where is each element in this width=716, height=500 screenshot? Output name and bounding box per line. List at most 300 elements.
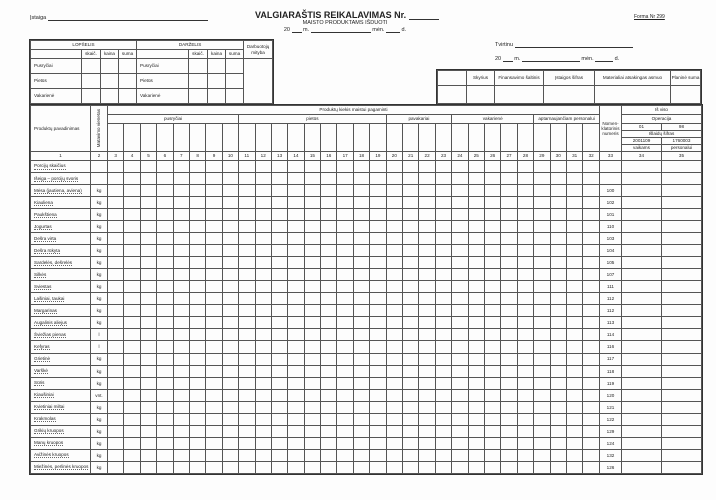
quantity-input-cell[interactable] bbox=[321, 317, 337, 329]
quantity-input-cell[interactable] bbox=[337, 353, 353, 365]
quantity-input-cell[interactable] bbox=[452, 413, 468, 425]
quantity-input-cell[interactable] bbox=[108, 401, 124, 413]
quantity-input-cell[interactable] bbox=[222, 425, 238, 437]
total-children-cell[interactable] bbox=[621, 233, 661, 245]
quantity-input-cell[interactable] bbox=[468, 185, 484, 197]
quantity-input-cell[interactable] bbox=[386, 329, 402, 341]
quantity-input-cell[interactable] bbox=[468, 281, 484, 293]
total-children-cell[interactable] bbox=[621, 353, 661, 365]
quantity-input-cell[interactable] bbox=[124, 305, 140, 317]
quantity-input-cell[interactable] bbox=[501, 341, 517, 353]
quantity-input-cell[interactable] bbox=[337, 221, 353, 233]
quantity-input-cell[interactable] bbox=[189, 353, 205, 365]
quantity-input-cell[interactable] bbox=[124, 425, 140, 437]
quantity-input-cell[interactable] bbox=[337, 281, 353, 293]
quantity-input-cell[interactable] bbox=[386, 173, 402, 185]
quantity-input-cell[interactable] bbox=[386, 221, 402, 233]
quantity-input-cell[interactable] bbox=[566, 221, 582, 233]
quantity-input-cell[interactable] bbox=[108, 197, 124, 209]
quantity-input-cell[interactable] bbox=[255, 425, 271, 437]
quantity-input-cell[interactable] bbox=[386, 413, 402, 425]
quantity-input-cell[interactable] bbox=[157, 209, 173, 221]
quantity-input-cell[interactable] bbox=[566, 293, 582, 305]
quantity-input-cell[interactable] bbox=[435, 281, 451, 293]
institution-field[interactable] bbox=[30, 14, 208, 21]
quantity-input-cell[interactable] bbox=[566, 377, 582, 389]
quantity-input-cell[interactable] bbox=[501, 257, 517, 269]
quantity-input-cell[interactable] bbox=[403, 269, 419, 281]
input-cell[interactable] bbox=[101, 74, 119, 89]
quantity-input-cell[interactable] bbox=[239, 425, 255, 437]
quantity-input-cell[interactable] bbox=[124, 389, 140, 401]
quantity-input-cell[interactable] bbox=[124, 437, 140, 449]
quantity-input-cell[interactable] bbox=[517, 185, 533, 197]
quantity-input-cell[interactable] bbox=[386, 197, 402, 209]
quantity-input-cell[interactable] bbox=[501, 353, 517, 365]
quantity-input-cell[interactable] bbox=[124, 401, 140, 413]
quantity-input-cell[interactable] bbox=[517, 401, 533, 413]
quantity-input-cell[interactable] bbox=[419, 461, 435, 473]
quantity-input-cell[interactable] bbox=[566, 317, 582, 329]
quantity-input-cell[interactable] bbox=[534, 377, 550, 389]
quantity-input-cell[interactable] bbox=[468, 425, 484, 437]
quantity-input-cell[interactable] bbox=[501, 233, 517, 245]
quantity-input-cell[interactable] bbox=[534, 425, 550, 437]
quantity-input-cell[interactable] bbox=[271, 413, 287, 425]
quantity-input-cell[interactable] bbox=[501, 377, 517, 389]
quantity-input-cell[interactable] bbox=[239, 437, 255, 449]
quantity-input-cell[interactable] bbox=[566, 437, 582, 449]
quantity-input-cell[interactable] bbox=[140, 437, 156, 449]
quantity-input-cell[interactable] bbox=[550, 377, 566, 389]
quantity-input-cell[interactable] bbox=[419, 341, 435, 353]
quantity-input-cell[interactable] bbox=[157, 293, 173, 305]
quantity-input-cell[interactable] bbox=[583, 245, 600, 257]
quantity-input-cell[interactable] bbox=[288, 377, 304, 389]
quantity-input-cell[interactable] bbox=[337, 305, 353, 317]
quantity-input-cell[interactable] bbox=[583, 317, 600, 329]
quantity-input-cell[interactable] bbox=[452, 173, 468, 185]
quantity-input-cell[interactable] bbox=[337, 161, 353, 173]
quantity-input-cell[interactable] bbox=[583, 281, 600, 293]
quantity-input-cell[interactable] bbox=[419, 353, 435, 365]
quantity-input-cell[interactable] bbox=[353, 185, 369, 197]
quantity-input-cell[interactable] bbox=[484, 437, 500, 449]
quantity-input-cell[interactable] bbox=[288, 401, 304, 413]
quantity-input-cell[interactable] bbox=[468, 461, 484, 473]
quantity-input-cell[interactable] bbox=[321, 377, 337, 389]
quantity-input-cell[interactable] bbox=[321, 437, 337, 449]
quantity-input-cell[interactable] bbox=[173, 329, 189, 341]
quantity-input-cell[interactable] bbox=[403, 161, 419, 173]
quantity-input-cell[interactable] bbox=[452, 425, 468, 437]
quantity-input-cell[interactable] bbox=[566, 161, 582, 173]
quantity-input-cell[interactable] bbox=[517, 257, 533, 269]
quantity-input-cell[interactable] bbox=[124, 209, 140, 221]
staff-meals-input[interactable] bbox=[244, 59, 273, 104]
quantity-input-cell[interactable] bbox=[140, 161, 156, 173]
quantity-input-cell[interactable] bbox=[468, 233, 484, 245]
total-children-cell[interactable] bbox=[621, 197, 661, 209]
quantity-input-cell[interactable] bbox=[583, 269, 600, 281]
quantity-input-cell[interactable] bbox=[517, 305, 533, 317]
quantity-input-cell[interactable] bbox=[419, 185, 435, 197]
quantity-input-cell[interactable] bbox=[337, 245, 353, 257]
quantity-input-cell[interactable] bbox=[550, 173, 566, 185]
quantity-input-cell[interactable] bbox=[435, 365, 451, 377]
quantity-input-cell[interactable] bbox=[189, 425, 205, 437]
quantity-input-cell[interactable] bbox=[501, 221, 517, 233]
input-cell[interactable] bbox=[226, 59, 244, 74]
quantity-input-cell[interactable] bbox=[206, 317, 222, 329]
quantity-input-cell[interactable] bbox=[173, 425, 189, 437]
total-children-cell[interactable] bbox=[621, 389, 661, 401]
quantity-input-cell[interactable] bbox=[304, 305, 320, 317]
quantity-input-cell[interactable] bbox=[403, 449, 419, 461]
quantity-input-cell[interactable] bbox=[189, 245, 205, 257]
quantity-input-cell[interactable] bbox=[484, 425, 500, 437]
quantity-input-cell[interactable] bbox=[337, 389, 353, 401]
quantity-input-cell[interactable] bbox=[321, 269, 337, 281]
quantity-input-cell[interactable] bbox=[583, 305, 600, 317]
quantity-input-cell[interactable] bbox=[288, 461, 304, 473]
quantity-input-cell[interactable] bbox=[468, 269, 484, 281]
quantity-input-cell[interactable] bbox=[534, 197, 550, 209]
quantity-input-cell[interactable] bbox=[239, 293, 255, 305]
total-staff-cell[interactable] bbox=[661, 461, 701, 473]
quantity-input-cell[interactable] bbox=[124, 221, 140, 233]
quantity-input-cell[interactable] bbox=[550, 281, 566, 293]
quantity-input-cell[interactable] bbox=[435, 425, 451, 437]
quantity-input-cell[interactable] bbox=[222, 329, 238, 341]
quantity-input-cell[interactable] bbox=[157, 401, 173, 413]
quantity-input-cell[interactable] bbox=[419, 257, 435, 269]
total-staff-cell[interactable] bbox=[661, 173, 701, 185]
quantity-input-cell[interactable] bbox=[484, 449, 500, 461]
quantity-input-cell[interactable] bbox=[468, 197, 484, 209]
quantity-input-cell[interactable] bbox=[288, 233, 304, 245]
quantity-input-cell[interactable] bbox=[108, 389, 124, 401]
quantity-input-cell[interactable] bbox=[550, 425, 566, 437]
quantity-input-cell[interactable] bbox=[157, 329, 173, 341]
quantity-input-cell[interactable] bbox=[157, 197, 173, 209]
quantity-input-cell[interactable] bbox=[173, 233, 189, 245]
quantity-input-cell[interactable] bbox=[255, 173, 271, 185]
quantity-input-cell[interactable] bbox=[403, 305, 419, 317]
quantity-input-cell[interactable] bbox=[108, 329, 124, 341]
quantity-input-cell[interactable] bbox=[452, 377, 468, 389]
quantity-input-cell[interactable] bbox=[271, 293, 287, 305]
quantity-input-cell[interactable] bbox=[583, 233, 600, 245]
quantity-input-cell[interactable] bbox=[140, 305, 156, 317]
quantity-input-cell[interactable] bbox=[304, 281, 320, 293]
quantity-input-cell[interactable] bbox=[501, 317, 517, 329]
quantity-input-cell[interactable] bbox=[403, 377, 419, 389]
quantity-input-cell[interactable] bbox=[108, 185, 124, 197]
total-children-cell[interactable] bbox=[621, 425, 661, 437]
institution-input-line[interactable] bbox=[48, 14, 208, 21]
quantity-input-cell[interactable] bbox=[304, 389, 320, 401]
quantity-input-cell[interactable] bbox=[484, 401, 500, 413]
quantity-input-cell[interactable] bbox=[239, 461, 255, 473]
quantity-input-cell[interactable] bbox=[386, 293, 402, 305]
quantity-input-cell[interactable] bbox=[288, 413, 304, 425]
quantity-input-cell[interactable] bbox=[124, 329, 140, 341]
quantity-input-cell[interactable] bbox=[288, 293, 304, 305]
quantity-input-cell[interactable] bbox=[386, 269, 402, 281]
quantity-input-cell[interactable] bbox=[288, 305, 304, 317]
quantity-input-cell[interactable] bbox=[271, 281, 287, 293]
quantity-input-cell[interactable] bbox=[108, 377, 124, 389]
quantity-input-cell[interactable] bbox=[124, 185, 140, 197]
total-staff-cell[interactable] bbox=[661, 269, 701, 281]
quantity-input-cell[interactable] bbox=[583, 197, 600, 209]
quantity-input-cell[interactable] bbox=[370, 389, 386, 401]
total-staff-cell[interactable] bbox=[661, 185, 701, 197]
quantity-input-cell[interactable] bbox=[370, 161, 386, 173]
quantity-input-cell[interactable] bbox=[124, 197, 140, 209]
quantity-input-cell[interactable] bbox=[419, 293, 435, 305]
quantity-input-cell[interactable] bbox=[108, 413, 124, 425]
quantity-input-cell[interactable] bbox=[484, 221, 500, 233]
quantity-input-cell[interactable] bbox=[353, 365, 369, 377]
quantity-input-cell[interactable] bbox=[550, 389, 566, 401]
quantity-input-cell[interactable] bbox=[239, 317, 255, 329]
quantity-input-cell[interactable] bbox=[419, 245, 435, 257]
quantity-input-cell[interactable] bbox=[255, 161, 271, 173]
quantity-input-cell[interactable] bbox=[583, 329, 600, 341]
input-cell[interactable] bbox=[82, 74, 101, 89]
quantity-input-cell[interactable] bbox=[206, 245, 222, 257]
quantity-input-cell[interactable] bbox=[271, 245, 287, 257]
quantity-input-cell[interactable] bbox=[157, 185, 173, 197]
quantity-input-cell[interactable] bbox=[206, 173, 222, 185]
quantity-input-cell[interactable] bbox=[534, 269, 550, 281]
quantity-input-cell[interactable] bbox=[222, 365, 238, 377]
quantity-input-cell[interactable] bbox=[124, 161, 140, 173]
total-staff-cell[interactable] bbox=[661, 329, 701, 341]
quantity-input-cell[interactable] bbox=[501, 209, 517, 221]
quantity-input-cell[interactable] bbox=[452, 293, 468, 305]
quantity-input-cell[interactable] bbox=[353, 377, 369, 389]
quantity-input-cell[interactable] bbox=[124, 377, 140, 389]
quantity-input-cell[interactable] bbox=[386, 233, 402, 245]
quantity-input-cell[interactable] bbox=[370, 221, 386, 233]
quantity-input-cell[interactable] bbox=[468, 173, 484, 185]
quantity-input-cell[interactable] bbox=[370, 281, 386, 293]
quantity-input-cell[interactable] bbox=[304, 341, 320, 353]
quantity-input-cell[interactable] bbox=[583, 389, 600, 401]
quantity-input-cell[interactable] bbox=[566, 353, 582, 365]
quantity-input-cell[interactable] bbox=[140, 233, 156, 245]
quantity-input-cell[interactable] bbox=[534, 221, 550, 233]
quantity-input-cell[interactable] bbox=[239, 305, 255, 317]
quantity-input-cell[interactable] bbox=[140, 245, 156, 257]
quantity-input-cell[interactable] bbox=[370, 461, 386, 473]
quantity-input-cell[interactable] bbox=[435, 269, 451, 281]
quantity-input-cell[interactable] bbox=[534, 257, 550, 269]
quantity-input-cell[interactable] bbox=[435, 161, 451, 173]
quantity-input-cell[interactable] bbox=[468, 341, 484, 353]
quantity-input-cell[interactable] bbox=[452, 281, 468, 293]
quantity-input-cell[interactable] bbox=[321, 173, 337, 185]
quantity-input-cell[interactable] bbox=[419, 377, 435, 389]
approve-input-line[interactable] bbox=[515, 41, 633, 48]
quantity-input-cell[interactable] bbox=[288, 353, 304, 365]
quantity-input-cell[interactable] bbox=[255, 245, 271, 257]
quantity-input-cell[interactable] bbox=[370, 437, 386, 449]
quantity-input-cell[interactable] bbox=[157, 245, 173, 257]
quantity-input-cell[interactable] bbox=[517, 293, 533, 305]
quantity-input-cell[interactable] bbox=[501, 293, 517, 305]
quantity-input-cell[interactable] bbox=[304, 197, 320, 209]
quantity-input-cell[interactable] bbox=[140, 281, 156, 293]
quantity-input-cell[interactable] bbox=[239, 329, 255, 341]
quantity-input-cell[interactable] bbox=[337, 365, 353, 377]
quantity-input-cell[interactable] bbox=[321, 185, 337, 197]
quantity-input-cell[interactable] bbox=[222, 437, 238, 449]
quantity-input-cell[interactable] bbox=[517, 461, 533, 473]
quantity-input-cell[interactable] bbox=[206, 413, 222, 425]
quantity-input-cell[interactable] bbox=[321, 365, 337, 377]
quantity-input-cell[interactable] bbox=[271, 389, 287, 401]
quantity-input-cell[interactable] bbox=[255, 437, 271, 449]
quantity-input-cell[interactable] bbox=[468, 401, 484, 413]
quantity-input-cell[interactable] bbox=[189, 365, 205, 377]
quantity-input-cell[interactable] bbox=[386, 185, 402, 197]
quantity-input-cell[interactable] bbox=[222, 173, 238, 185]
quantity-input-cell[interactable] bbox=[304, 185, 320, 197]
quantity-input-cell[interactable] bbox=[583, 173, 600, 185]
quantity-input-cell[interactable] bbox=[370, 293, 386, 305]
planned-sum-input[interactable] bbox=[671, 86, 701, 104]
quantity-input-cell[interactable] bbox=[468, 329, 484, 341]
quantity-input-cell[interactable] bbox=[222, 233, 238, 245]
quantity-input-cell[interactable] bbox=[288, 161, 304, 173]
total-staff-cell[interactable] bbox=[661, 233, 701, 245]
quantity-input-cell[interactable] bbox=[484, 293, 500, 305]
total-children-cell[interactable] bbox=[621, 257, 661, 269]
quantity-input-cell[interactable] bbox=[255, 401, 271, 413]
quantity-input-cell[interactable] bbox=[173, 437, 189, 449]
total-staff-cell[interactable] bbox=[661, 293, 701, 305]
quantity-input-cell[interactable] bbox=[222, 449, 238, 461]
quantity-input-cell[interactable] bbox=[255, 221, 271, 233]
quantity-input-cell[interactable] bbox=[370, 425, 386, 437]
form-number-input-line[interactable] bbox=[409, 11, 439, 20]
quantity-input-cell[interactable] bbox=[239, 221, 255, 233]
quantity-input-cell[interactable] bbox=[353, 233, 369, 245]
quantity-input-cell[interactable] bbox=[484, 461, 500, 473]
quantity-input-cell[interactable] bbox=[419, 413, 435, 425]
quantity-input-cell[interactable] bbox=[189, 437, 205, 449]
quantity-input-cell[interactable] bbox=[206, 329, 222, 341]
quantity-input-cell[interactable] bbox=[189, 257, 205, 269]
total-staff-cell[interactable] bbox=[661, 449, 701, 461]
quantity-input-cell[interactable] bbox=[189, 377, 205, 389]
quantity-input-cell[interactable] bbox=[321, 305, 337, 317]
quantity-input-cell[interactable] bbox=[108, 425, 124, 437]
quantity-input-cell[interactable] bbox=[452, 341, 468, 353]
quantity-input-cell[interactable] bbox=[550, 197, 566, 209]
quantity-input-cell[interactable] bbox=[271, 341, 287, 353]
input-cell[interactable] bbox=[226, 89, 244, 104]
approve-day-input[interactable] bbox=[595, 55, 613, 62]
quantity-input-cell[interactable] bbox=[435, 341, 451, 353]
quantity-input-cell[interactable] bbox=[173, 281, 189, 293]
quantity-input-cell[interactable] bbox=[321, 401, 337, 413]
quantity-input-cell[interactable] bbox=[337, 257, 353, 269]
quantity-input-cell[interactable] bbox=[403, 425, 419, 437]
quantity-input-cell[interactable] bbox=[271, 305, 287, 317]
total-children-cell[interactable] bbox=[621, 209, 661, 221]
quantity-input-cell[interactable] bbox=[419, 437, 435, 449]
quantity-input-cell[interactable] bbox=[304, 461, 320, 473]
quantity-input-cell[interactable] bbox=[337, 173, 353, 185]
quantity-input-cell[interactable] bbox=[403, 221, 419, 233]
quantity-input-cell[interactable] bbox=[206, 281, 222, 293]
quantity-input-cell[interactable] bbox=[403, 437, 419, 449]
quantity-input-cell[interactable] bbox=[271, 365, 287, 377]
quantity-input-cell[interactable] bbox=[271, 449, 287, 461]
quantity-input-cell[interactable] bbox=[403, 317, 419, 329]
quantity-input-cell[interactable] bbox=[501, 161, 517, 173]
quantity-input-cell[interactable] bbox=[468, 377, 484, 389]
quantity-input-cell[interactable] bbox=[222, 209, 238, 221]
quantity-input-cell[interactable] bbox=[468, 437, 484, 449]
quantity-input-cell[interactable] bbox=[517, 413, 533, 425]
quantity-input-cell[interactable] bbox=[370, 329, 386, 341]
quantity-input-cell[interactable] bbox=[452, 365, 468, 377]
quantity-input-cell[interactable] bbox=[419, 197, 435, 209]
quantity-input-cell[interactable] bbox=[173, 221, 189, 233]
quantity-input-cell[interactable] bbox=[337, 449, 353, 461]
quantity-input-cell[interactable] bbox=[452, 353, 468, 365]
quantity-input-cell[interactable] bbox=[550, 353, 566, 365]
quantity-input-cell[interactable] bbox=[173, 353, 189, 365]
quantity-input-cell[interactable] bbox=[271, 425, 287, 437]
quantity-input-cell[interactable] bbox=[157, 173, 173, 185]
quantity-input-cell[interactable] bbox=[239, 341, 255, 353]
quantity-input-cell[interactable] bbox=[206, 221, 222, 233]
quantity-input-cell[interactable] bbox=[534, 461, 550, 473]
quantity-input-cell[interactable] bbox=[124, 173, 140, 185]
quantity-input-cell[interactable] bbox=[157, 341, 173, 353]
input-cell[interactable] bbox=[189, 89, 208, 104]
quantity-input-cell[interactable] bbox=[550, 341, 566, 353]
quantity-input-cell[interactable] bbox=[304, 245, 320, 257]
quantity-input-cell[interactable] bbox=[353, 425, 369, 437]
quantity-input-cell[interactable] bbox=[206, 425, 222, 437]
quantity-input-cell[interactable] bbox=[255, 389, 271, 401]
quantity-input-cell[interactable] bbox=[484, 209, 500, 221]
quantity-input-cell[interactable] bbox=[321, 161, 337, 173]
quantity-input-cell[interactable] bbox=[583, 341, 600, 353]
quantity-input-cell[interactable] bbox=[337, 293, 353, 305]
quantity-input-cell[interactable] bbox=[157, 257, 173, 269]
quantity-input-cell[interactable] bbox=[239, 185, 255, 197]
quantity-input-cell[interactable] bbox=[271, 173, 287, 185]
quantity-input-cell[interactable] bbox=[271, 353, 287, 365]
quantity-input-cell[interactable] bbox=[501, 269, 517, 281]
quantity-input-cell[interactable] bbox=[484, 305, 500, 317]
total-children-cell[interactable] bbox=[621, 221, 661, 233]
quantity-input-cell[interactable] bbox=[370, 365, 386, 377]
quantity-input-cell[interactable] bbox=[222, 281, 238, 293]
quantity-input-cell[interactable] bbox=[566, 209, 582, 221]
quantity-input-cell[interactable] bbox=[566, 185, 582, 197]
quantity-input-cell[interactable] bbox=[239, 401, 255, 413]
